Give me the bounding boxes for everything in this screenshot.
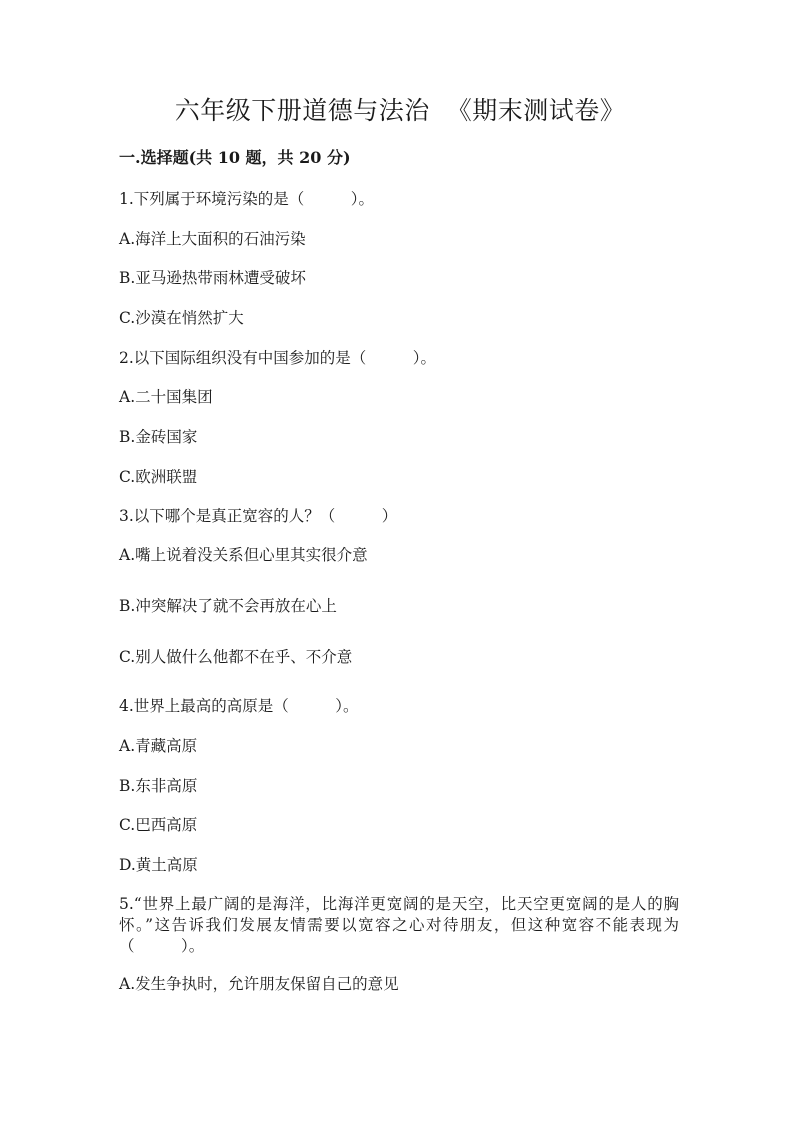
question-stem: 2.以下国际组织没有中国参加的是（ ）。 — [119, 349, 437, 367]
question-option: C.别人做什么他都不在乎、不介意 — [119, 648, 353, 666]
question-stem: 1.下列属于环境污染的是（ ）。 — [119, 190, 375, 208]
question-option: C.沙漠在悄然扩大 — [119, 309, 244, 327]
question-option: A.发生争执时，允许朋友保留自己的意见 — [119, 975, 399, 993]
question-option: D.黄土高原 — [119, 856, 198, 874]
page-title: 六年级下册道德与法治 《期末测试卷》 — [174, 96, 626, 125]
question-option: B.冲突解决了就不会再放在心上 — [119, 597, 337, 615]
question-option: C.欧洲联盟 — [119, 468, 198, 486]
question-option: A.海洋上大面积的石油污染 — [119, 230, 306, 248]
question-stem: 5.“世界上最广阔的是海洋，比海洋更宽阔的是天空，比天空更宽阔的是人的胸怀。”这告诉我们发展友情需要以宽容之心对待朋友，但这种宽容不能表现为（ ）。 — [119, 895, 679, 955]
question-option: B.亚马逊热带雨林遭受破坏 — [119, 269, 306, 287]
section-heading: 一.选择题(共 10 题，共 20 分) — [119, 148, 351, 167]
question-stem: 3.以下哪个是真正宽容的人？（ ） — [119, 507, 398, 525]
question-option: B.东非高原 — [119, 777, 198, 795]
question-option: A.二十国集团 — [119, 388, 213, 406]
question-option: B.金砖国家 — [119, 428, 198, 446]
question-option: C.巴西高原 — [119, 816, 198, 834]
question-stem: 4.世界上最高的高原是（ ）。 — [119, 697, 359, 715]
question-option: A.嘴上说着没关系但心里其实很介意 — [119, 546, 368, 564]
question-option: A.青藏高原 — [119, 737, 198, 755]
